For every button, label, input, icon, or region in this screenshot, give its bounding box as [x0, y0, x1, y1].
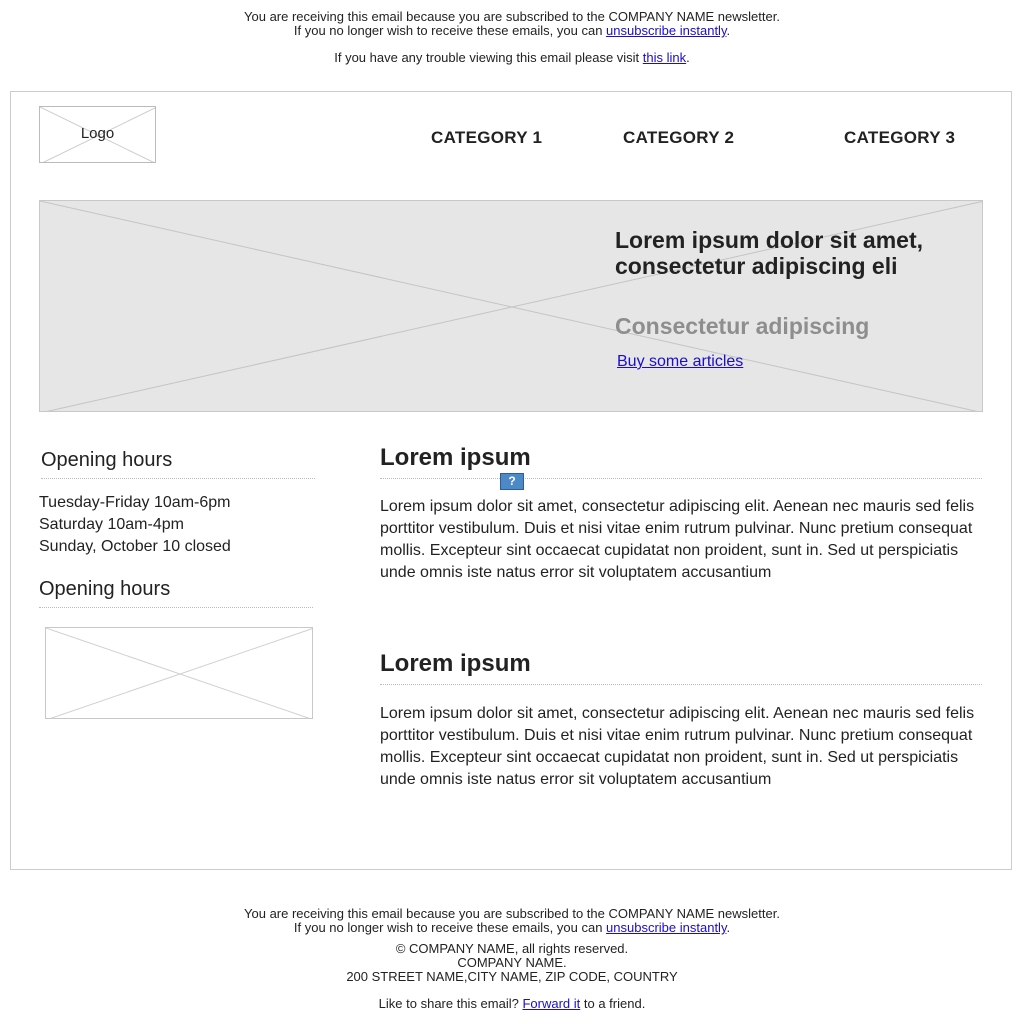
email-content-frame	[10, 91, 1012, 870]
sidebar-image-cross	[46, 628, 313, 719]
footer-unsubscribe-link[interactable]: unsubscribe instantly	[606, 920, 727, 935]
hero-title: Lorem ipsum dolor sit amet, consectetur adipiscing eli	[615, 227, 923, 279]
footer-company: COMPANY NAME.	[457, 955, 567, 970]
footer-share-text: Like to share this email?	[378, 996, 523, 1011]
help-icon: ?	[500, 473, 524, 490]
top-notice-line2-text: If you no longer wish to receive these emails, you can	[293, 23, 607, 38]
nav-category-2[interactable]: CATEGORY 2	[623, 128, 735, 147]
hours-line-sunday: Sunday, October 10 closed	[39, 538, 231, 555]
article-heading-1: Lorem ipsum	[380, 444, 982, 479]
hours-line-weekday: Tuesday-Friday 10am-6pm	[39, 494, 231, 511]
forward-link[interactable]: Forward it	[522, 996, 581, 1011]
top-notice-line2	[0, 24, 1024, 38]
top-notice-line2-end: .	[726, 23, 731, 38]
nav-category-3[interactable]: CATEGORY 3	[844, 128, 956, 147]
logo-text: Logo	[80, 125, 115, 142]
view-online-end: .	[686, 50, 690, 65]
view-online-line	[0, 51, 1024, 65]
footer-line2-text: If you no longer wish to receive these emails, you can	[293, 920, 607, 935]
footer-share-line	[0, 997, 1024, 1011]
view-online-link[interactable]: this link	[642, 50, 687, 65]
footer	[0, 907, 1024, 1011]
footer-line1: You are receiving this email because you are subscribed to the COMPANY NAME newsletter.	[244, 906, 780, 921]
footer-line2-end: .	[726, 920, 731, 935]
footer-address: 200 STREET NAME,CITY NAME, ZIP CODE, COUNTRY	[346, 969, 678, 984]
nav-category-1[interactable]: CATEGORY 1	[431, 128, 543, 147]
opening-hours-list	[39, 492, 231, 558]
top-notice	[0, 10, 1024, 65]
footer-share-end: to a friend.	[580, 996, 646, 1011]
buy-articles-link[interactable]: Buy some articles	[617, 353, 744, 370]
sidebar-image-placeholder	[45, 627, 313, 719]
top-notice-line1: You are receiving this email because you are subscribed to the COMPANY NAME newsletter.	[244, 9, 780, 24]
hero-subtitle: Consectetur adipiscing	[615, 313, 870, 339]
top-unsubscribe-link[interactable]: unsubscribe instantly	[606, 23, 727, 38]
hours-line-saturday: Saturday 10am-4pm	[39, 516, 184, 533]
footer-line2	[0, 921, 1024, 935]
sidebar-heading-hours: Opening hours	[41, 449, 315, 479]
footer-copyright: © COMPANY NAME, all rights reserved.	[395, 941, 629, 956]
hero-banner	[39, 200, 983, 412]
sidebar-heading-hours-2: Opening hours	[39, 578, 313, 608]
article-body-1: Lorem ipsum dolor sit amet, consectetur adipiscing elit. Aenean nec mauris sed felis porttitor vestibulum. Duis et nisi vitae enim rutrum pulvinar. Nunc pretium consequat mollis. Excepteur sint occaecat cupidatat non proident, sunt in. Sed ut perspiciatis unde omnis iste natus error sit voluptatem accusantium	[380, 498, 975, 581]
article-heading-2: Lorem ipsum	[380, 650, 982, 685]
article-body-2: Lorem ipsum dolor sit amet, consectetur adipiscing elit. Aenean nec mauris sed felis porttitor vestibulum. Duis et nisi vitae enim rutrum pulvinar. Nunc pretium consequat mollis. Excepteur sint occaecat cupidatat non proident, sunt in. Sed ut perspiciatis unde omnis iste natus error sit voluptatem accusantium	[380, 705, 975, 788]
logo-placeholder	[39, 106, 156, 163]
view-online-text: If you have any trouble viewing this email please visit	[334, 50, 643, 65]
